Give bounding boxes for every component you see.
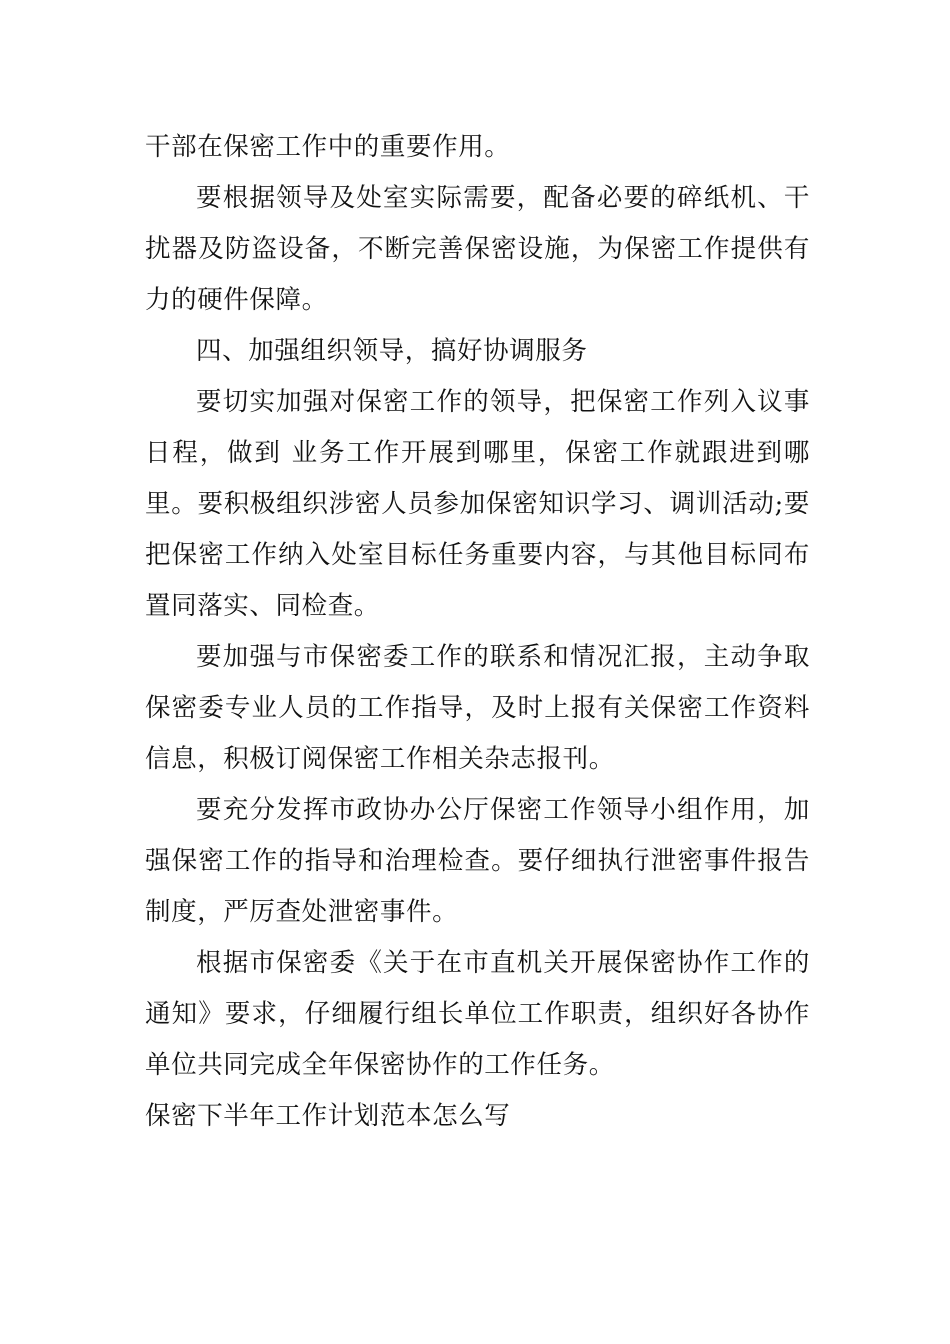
paragraph-continuation: 干部在保密工作中的重要作用。 xyxy=(145,132,511,162)
paragraph-liaison: 要加强与市保密委工作的联系和情况汇报，主动争取保密委专业人员的工作指导，及时上报有关保密工作资料信息，积极订阅保密工作相关杂志报刊。 xyxy=(145,642,810,774)
document-body xyxy=(145,122,810,1142)
paragraph-leadership: 要切实加强对保密工作的领导，把保密工作列入议事日程，做到 业务工作开展到哪里，保密工作就跟进到哪里。要积极组织涉密人员参加保密知识学习、调训活动;要把保密工作纳入处室目标任务重要内容，与其他目标同布置同落实、同检查。 xyxy=(145,387,810,621)
next-document-title: 保密下半年工作计划范本怎么写 xyxy=(145,1101,511,1131)
section-heading-four: 四、加强组织领导，搞好协调服务 xyxy=(196,336,588,366)
paragraph-leading-group: 要充分发挥市政协办公厅保密工作领导小组作用，加强保密工作的指导和治理检查。要仔细执行泄密事件报告制度，严厉查处泄密事件。 xyxy=(145,795,810,927)
paragraph-equipment: 要根据领导及处室实际需要，配备必要的碎纸机、干扰器及防盗设备，不断完善保密设施，为保密工作提供有力的硬件保障。 xyxy=(145,183,810,315)
paragraph-cooperation: 根据市保密委《关于在市直机关开展保密协作工作的通知》要求，仔细履行组长单位工作职责，组织好各协作单位共同完成全年保密协作的工作任务。 xyxy=(145,948,810,1080)
